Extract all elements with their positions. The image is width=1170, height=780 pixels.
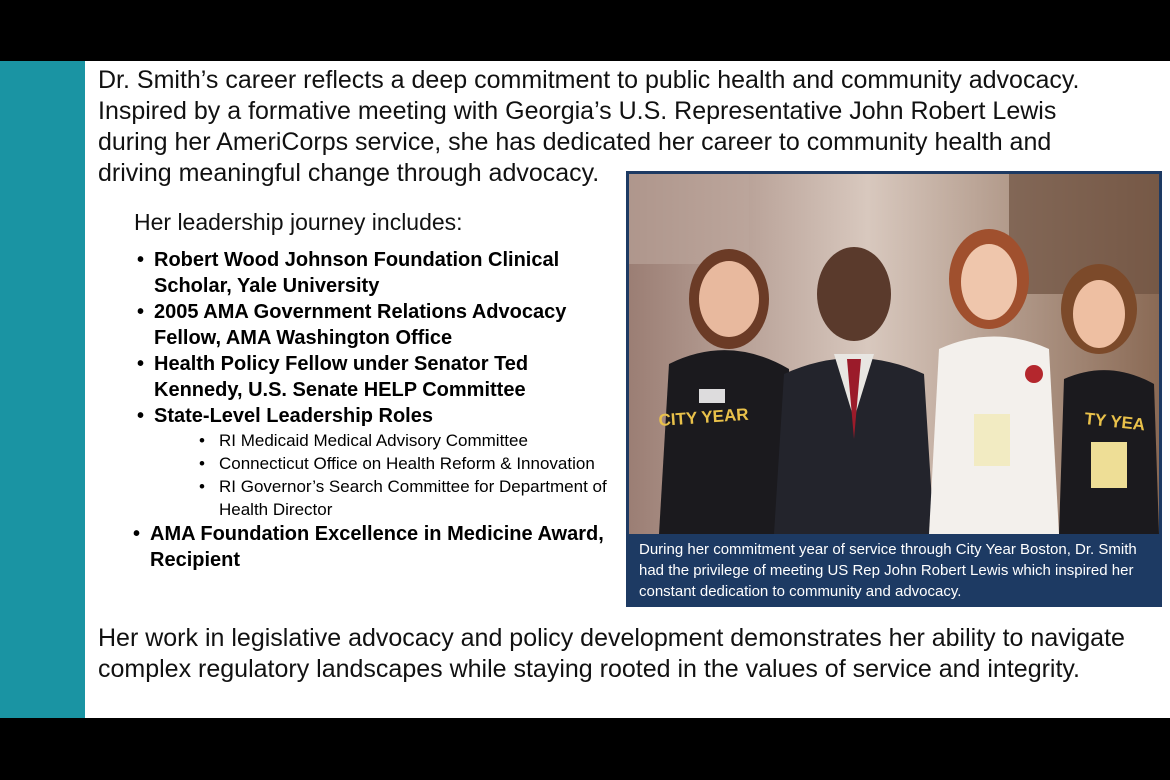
photo-frame: [626, 171, 1162, 607]
sub-list-item: • Connecticut Office on Health Reform & Innovation: [199, 452, 608, 475]
accent-bar: [0, 61, 85, 718]
award-text: AMA Foundation Excellence in Medicine Award, Recipient: [150, 523, 604, 571]
state-roles-list: [154, 429, 608, 521]
role-text: State-Level Leadership Roles: [154, 405, 433, 427]
list-item: [133, 403, 608, 521]
shirt-print-left: CITY YEAR: [657, 404, 750, 430]
slide: [0, 61, 1170, 718]
leadership-list: [133, 247, 608, 573]
group-photo: [629, 174, 1159, 534]
leadership-heading: Her leadership journey includes:: [134, 209, 463, 235]
list-item: [133, 299, 608, 351]
sub-list-item: • RI Medicaid Medical Advisory Committee: [199, 429, 608, 452]
intro-paragraph: Dr. Smith’s career reflects a deep commitment to public health and community advocacy. Inspired by a formative meeting with Georgia’s U.S. Representative John Robert Lewis during her AmeriCorps service, she has dedicated her career to community health and driving meaningful change through advocacy.: [98, 66, 1080, 187]
award-item: [129, 521, 608, 573]
role-text: Health Policy Fellow under Senator Ted Kennedy, U.S. Senate HELP Committee: [154, 353, 529, 401]
shirt-print-right: TY YEA: [1083, 409, 1147, 435]
list-item: [133, 351, 608, 403]
closing-paragraph: Her work in legislative advocacy and policy development demonstrates her ability to navigate complex regulatory landscapes while staying rooted in the values of service and integrity.: [98, 624, 1125, 683]
role-text: 2005 AMA Government Relations Advocacy Fellow, AMA Washington Office: [154, 301, 567, 349]
sub-list-item: • RI Governor’s Search Committee for Department of Health Director: [199, 475, 608, 521]
photo-caption: During her commitment year of service through City Year Boston, Dr. Smith had the privilege of meeting US Rep John Robert Lewis which inspired her constant dedication to community and advocacy.: [639, 541, 1137, 600]
list-item: [133, 247, 608, 299]
role-text: Robert Wood Johnson Foundation Clinical Scholar, Yale University: [154, 249, 560, 297]
